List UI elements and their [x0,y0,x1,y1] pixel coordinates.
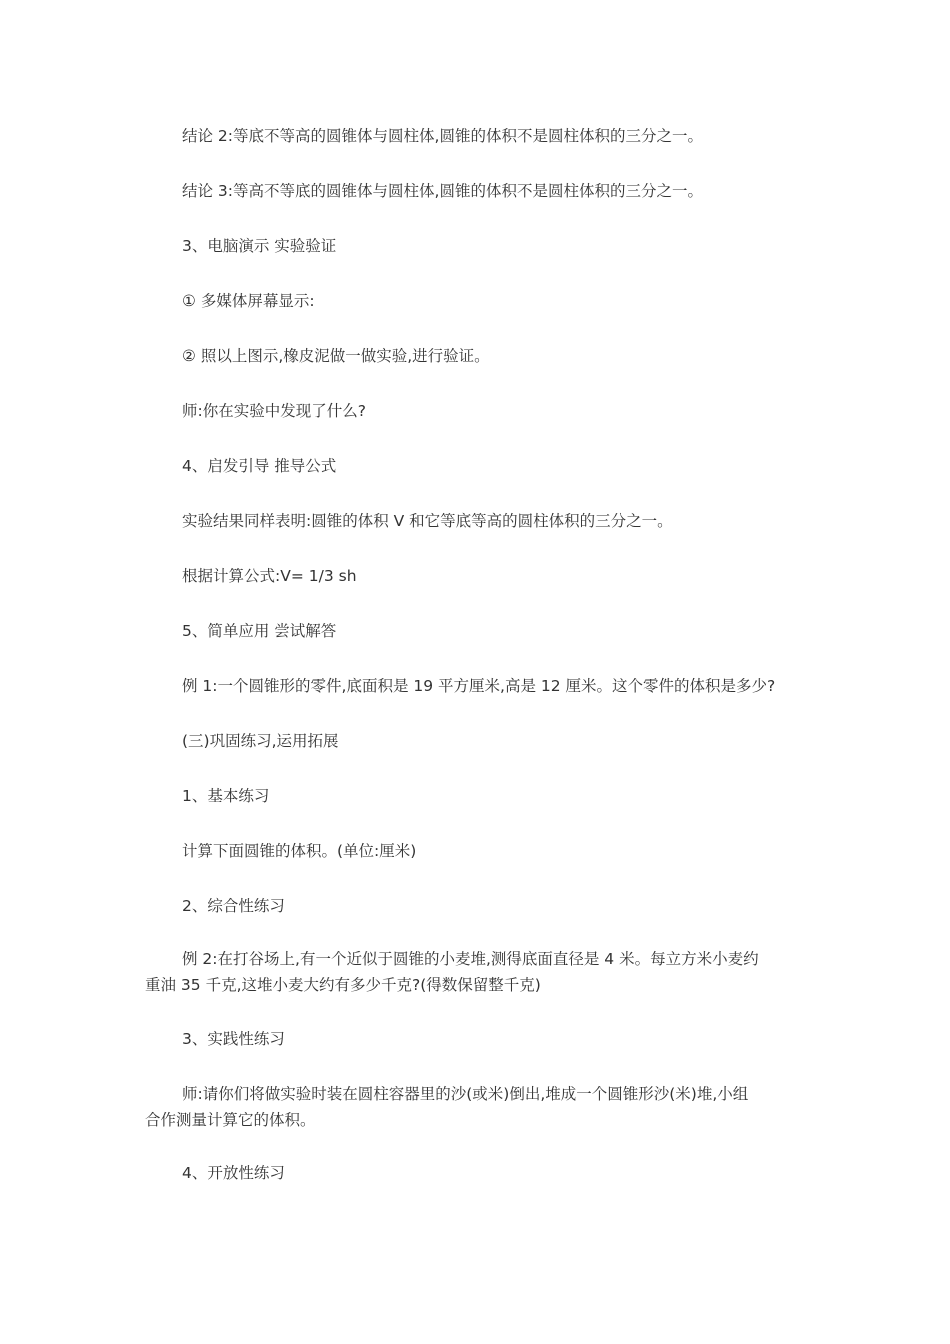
section-heading-4 [145,453,825,479]
paragraph-line: ① 多媒体屏幕显示: [182,292,315,310]
paragraph-line: ② 照以上图示,橡皮泥做一做实验,进行验证。 [182,347,490,365]
paragraph-formula [145,563,825,589]
paragraph-line: 3、实践性练习 [182,1030,285,1048]
paragraph-line: 5、简单应用 尝试解答 [182,622,337,640]
section-heading-practical [145,1026,825,1052]
paragraph-line: 计算下面圆锥的体积。(单位:厘米) [182,842,417,860]
section-heading-comprehensive [145,893,825,919]
paragraph-line: (三)巩固练习,运用拓展 [182,732,339,750]
paragraph-result [145,508,825,534]
paragraph-line: 合作测量计算它的体积。 [145,1111,316,1129]
paragraph-line: 例 1:一个圆锥形的零件,底面积是 19 平方厘米,高是 12 厘米。这个零件的体积是多少? [182,677,776,695]
paragraph-line: 根据计算公式:V= 1/3 sh [182,567,357,585]
paragraph-line: 实验结果同样表明:圆锥的体积 V 和它等底等高的圆柱体积的三分之一。 [182,512,673,530]
section-heading-5 [145,618,825,644]
paragraph-line: 例 2:在打谷场上,有一个近似于圆锥的小麦堆,测得底面直径是 4 米。每立方米小麦约 [182,950,759,968]
list-item-2 [145,343,825,369]
paragraph-line: 2、综合性练习 [182,897,285,915]
section-heading-3 [145,233,825,259]
paragraph-line: 师:请你们将做实验时装在圆柱容器里的沙(或米)倒出,堆成一个圆锥形沙(米)堆,小组 [182,1085,749,1103]
section-heading-part-3 [145,728,825,754]
paragraph-line: 结论 2:等底不等高的圆锥体与圆柱体,圆锥的体积不是圆柱体积的三分之一。 [182,127,703,145]
paragraph-conclusion-2 [145,123,825,149]
paragraph-example-1 [145,673,825,699]
paragraph-line: 4、开放性练习 [182,1164,285,1182]
paragraph-conclusion-3 [145,178,825,204]
paragraph-line: 结论 3:等高不等底的圆锥体与圆柱体,圆锥的体积不是圆柱体积的三分之一。 [182,182,703,200]
paragraph-calc-task [145,838,825,864]
paragraph-line: 1、基本练习 [182,787,270,805]
paragraph-line: 4、启发引导 推导公式 [182,457,337,475]
section-heading-basic-practice [145,783,825,809]
list-item-1 [145,288,825,314]
paragraph-line: 重油 35 千克,这堆小麦大约有多少千克?(得数保留整千克) [145,976,541,994]
paragraph-teacher-instruction [145,1081,825,1133]
section-heading-open [145,1160,825,1186]
paragraph-example-2 [145,946,825,998]
paragraph-line: 师:你在实验中发现了什么? [182,402,366,420]
teacher-question [145,398,825,424]
paragraph-line: 3、电脑演示 实验验证 [182,237,337,255]
